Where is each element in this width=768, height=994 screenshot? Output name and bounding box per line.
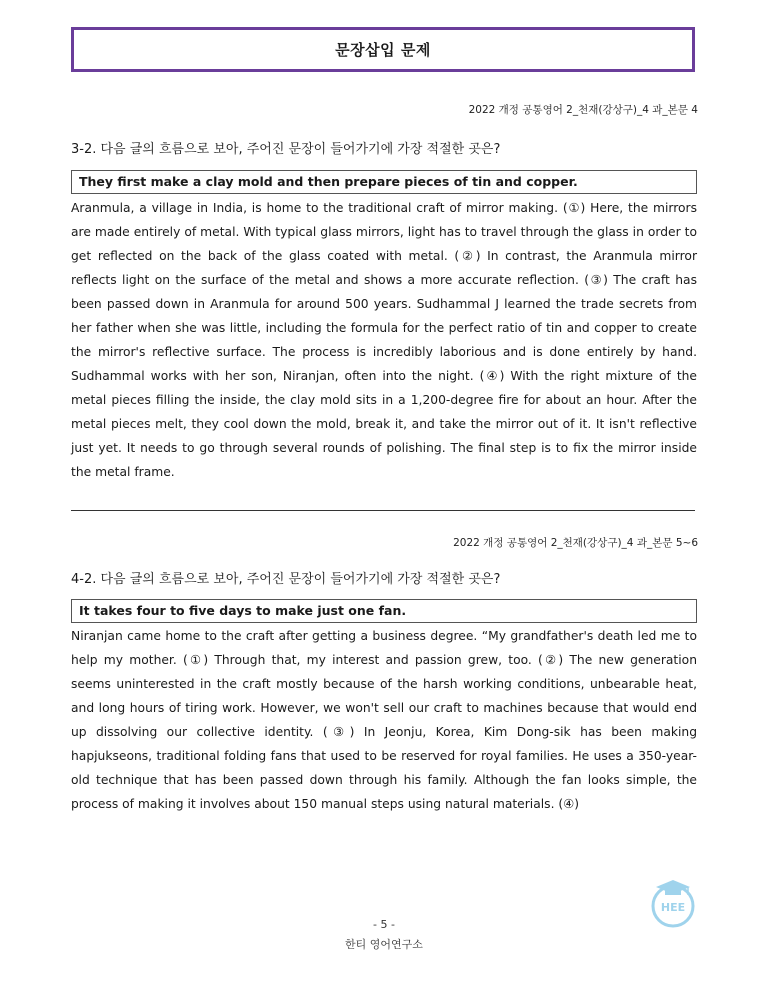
institute-name: 한티 영어연구소 [345,938,423,951]
source-label-1: 2022 개정 공통영어 2_천재(강상구)_4 과_본문 4 [468,104,698,116]
page-number: - 5 - [373,918,395,931]
given-sentence-1: They first make a clay mold and then prepare pieces of tin and copper. [71,170,697,194]
section-divider [71,510,695,511]
logo-text: HEE [660,901,686,914]
passage-2: Niranjan came home to the craft after getting a business degree. “My grandfather's death led me to help my mother. (①) Through that, my interest and passion grew, too. (②) The new generation seems uninterested in the craft mostly because of the harsh working conditions, unbearable heat, and long hours of tiring work. However, we won't sell our craft to machines because that would end up dissolving our collective identity. (③) In Jeonju, Korea, Kim Dong-sik has been making hapjukseons, traditional folding fans that used to be reserved for royal families. He uses a 350-year-old technique that has been passed down through his family. Although the fan looks simple, the process of making it involves about 150 manual steps using natural materials. (④) [71,629,697,811]
page-title: 문장삽입 문제 [335,41,431,59]
question-2: 4-2. 다음 글의 흐름으로 보아, 주어진 문장이 들어가기에 가장 적절한 곳은? [71,572,501,587]
graduation-cap-icon [656,880,690,895]
passage-1: Aranmula, a village in India, is home to the traditional craft of mirror making. (①) Here, the mirrors are made entirely of metal. With typical glass mirrors, light has to travel through the glass in order to get reflected on the back of the glass coated with metal. (②) In contrast, the Aranmula mirror reflects light on the surface of the metal and shows a more accurate reflection. (③) The craft has been passed down in Aranmula for around 500 years. Sudhammal J learned the trade secrets from her father when she was little, including the formula for the perfect ratio of tin and copper to create the mirror's reflective surface. The process is incredibly laborious and is done entirely by hand. Sudhammal works with her son, Niranjan, often into the night. (④) With the right mixture of the metal pieces filling the inside, the clay mold sits in a 1,200-degree fire for about an hour. After the metal pieces melt, they cool down the mold, break it, and take the mirror out of it. It isn't reflective just yet. It needs to go through several rounds of polishing. The final step is to fix the mirror inside the metal frame. [71,201,697,479]
question-1: 3-2. 다음 글의 흐름으로 보아, 주어진 문장이 들어가기에 가장 적절한 곳은? [71,142,501,157]
source-label-2: 2022 개정 공통영어 2_천재(강상구)_4 과_본문 5~6 [453,537,698,549]
given-sentence-2: It takes four to five days to make just one fan. [71,599,697,623]
page-title-box [71,27,695,72]
